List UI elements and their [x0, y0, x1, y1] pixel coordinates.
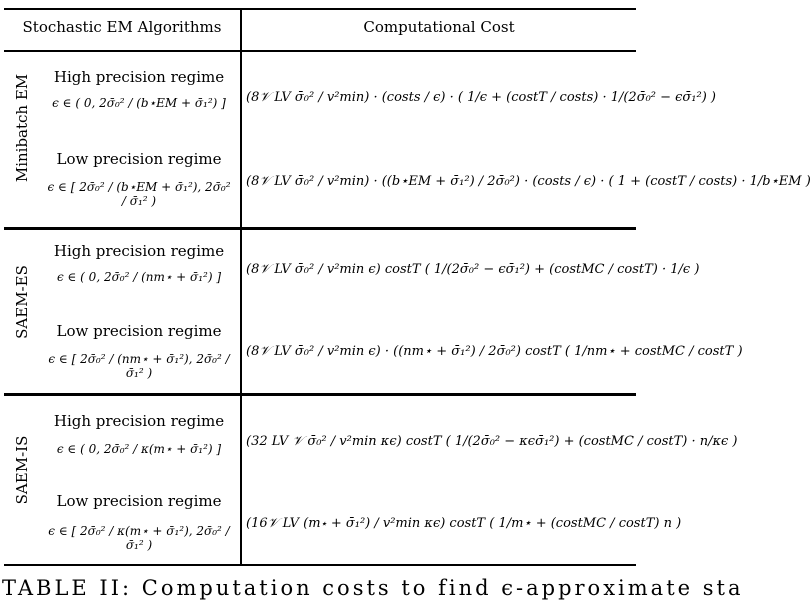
column-separator	[240, 8, 242, 566]
regime-label: High precision regime	[53, 412, 225, 430]
regime-label: High precision regime	[53, 68, 225, 86]
header-cost: Computational Cost	[363, 18, 515, 36]
epsilon-range: ϵ ∈ ( 0, 2σ̄₀² / (b⋆EM + σ̄₁²) ]	[52, 96, 226, 110]
cost-formula: (8𝒱 LV σ̄₀² / v²min) · (costs / ϵ) · ( 1/ϵ + (costT / costs) · 1/(2σ̄₀² − ϵσ̄₁²) )	[246, 90, 717, 105]
cost-formula: (8𝒱 LV σ̄₀² / v²min ϵ) · ((nm⋆ + σ̄₁²) / 2σ̄₀²) costT ( 1/nm⋆ + costMC / costT )	[246, 344, 743, 359]
cost-formula: (8𝒱 LV σ̄₀² / v²min ϵ) costT ( 1/(2σ̄₀² − ϵσ̄₁²) + (costMC / costT) · 1/ϵ )	[246, 262, 700, 277]
top-rule	[4, 8, 636, 10]
group-name: Minibatch EM	[13, 73, 31, 183]
cost-formula: (8𝒱 LV σ̄₀² / v²min) · ((b⋆EM + σ̄₁²) / 2σ̄₀²) · (costs / ϵ) · ( 1 + (costT / costs) · 1/b⋆EM )	[246, 174, 811, 189]
group-name: SAEM-ES	[13, 265, 31, 339]
regime-label: High precision regime	[53, 242, 225, 260]
regime-label: Low precision regime	[56, 492, 222, 510]
regime-label: Low precision regime	[56, 322, 222, 340]
table-caption: TABLE II: Computation costs to find ϵ-approximate sta	[2, 576, 744, 600]
header-algorithms: Stochastic EM Algorithms	[22, 18, 222, 36]
epsilon-range: ϵ ∈ [ 2σ̄₀² / κ(m⋆ + σ̄₁²), 2σ̄₀² / σ̄₁² )	[48, 524, 230, 552]
regime-label: Low precision regime	[56, 150, 222, 168]
epsilon-range: ϵ ∈ ( 0, 2σ̄₀² / κ(m⋆ + σ̄₁²) ]	[56, 442, 222, 456]
group-rule-1	[4, 227, 636, 230]
cost-formula: (32 LV 𝒱 σ̄₀² / v²min κϵ) costT ( 1/(2σ̄₀² − κϵσ̄₁²) + (costMC / costT) · n/κϵ )	[246, 434, 738, 449]
epsilon-range: ϵ ∈ [ 2σ̄₀² / (b⋆EM + σ̄₁²), 2σ̄₀² / σ̄₁² )	[47, 180, 231, 208]
epsilon-range: ϵ ∈ [ 2σ̄₀² / (nm⋆ + σ̄₁²), 2σ̄₀² / σ̄₁² )	[48, 352, 230, 380]
epsilon-range: ϵ ∈ ( 0, 2σ̄₀² / (nm⋆ + σ̄₁²) ]	[56, 270, 222, 284]
bottom-rule	[4, 564, 636, 566]
group-rule-2	[4, 393, 636, 396]
header-rule	[4, 50, 636, 52]
group-name: SAEM-IS	[13, 435, 31, 505]
cost-formula: (16𝒱 LV (m⋆ + σ̄₁²) / v²min κϵ) costT ( 1/m⋆ + (costMC / costT) n )	[246, 516, 682, 531]
